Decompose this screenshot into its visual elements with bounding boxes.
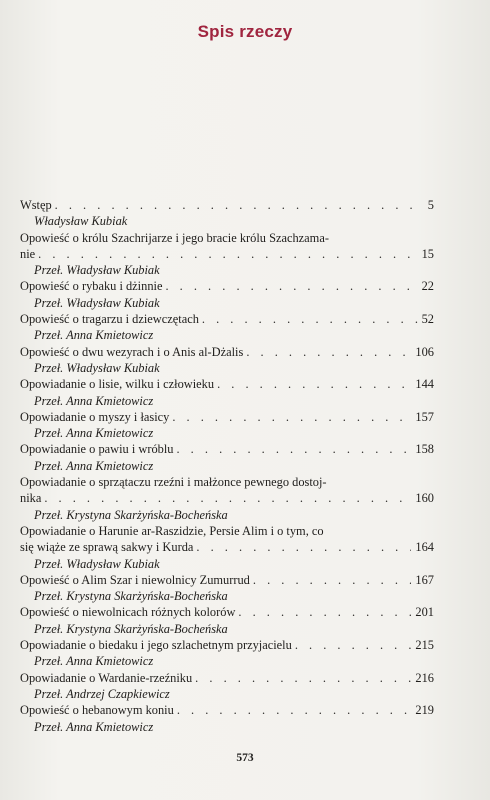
toc-entry-line xyxy=(20,344,434,360)
entry-title: Opowiadanie o lisie, wilku i człowieku xyxy=(20,377,215,392)
entry-title: się wiąże ze sprawą sakwy i Kurda xyxy=(20,540,194,555)
dot-leader xyxy=(169,409,411,425)
dot-leader xyxy=(235,604,411,620)
entry-page-number: 52 xyxy=(421,312,434,327)
entry-page-number: 215 xyxy=(415,638,434,653)
toc-entry-line xyxy=(20,670,434,686)
entry-translator: Władysław Kubiak xyxy=(34,214,128,229)
entry-title: Opowiadanie o myszy i łasicy xyxy=(20,409,170,424)
entry-page-number: 164 xyxy=(415,540,434,555)
toc-entry-line xyxy=(20,572,434,588)
entry-title: Opowiadanie o sprzątaczu rzeźni i małżonce pewnego dostoj- xyxy=(20,475,327,490)
toc-entry xyxy=(20,604,434,637)
dot-leader xyxy=(41,490,411,506)
dot-leader xyxy=(192,670,411,686)
dot-leader xyxy=(250,572,412,588)
entry-page-number: 216 xyxy=(415,670,434,685)
entry-title: Opowiadanie o Harunie ar-Raszidzie, Persie Alim i o tym, co xyxy=(20,523,324,538)
entry-title: Opowiadanie o pawiu i wróblu xyxy=(20,442,174,457)
toc-entry-line xyxy=(20,474,434,490)
entry-page-number: 15 xyxy=(421,246,434,261)
dot-leader xyxy=(174,702,412,718)
toc-entry xyxy=(20,702,434,735)
entry-title: Opowieść o rybaku i dżinnie xyxy=(20,279,163,294)
entry-translator: Przeł. Władysław Kubiak xyxy=(34,263,160,278)
entry-title: Opowieść o niewolnicach różnych kolorów xyxy=(20,605,236,620)
entry-translator: Przeł. Władysław Kubiak xyxy=(34,295,160,310)
dot-leader xyxy=(162,278,417,294)
entry-translator: Przeł. Anna Kmietowicz xyxy=(34,719,154,734)
entry-title: Opowieść o hebanowym koniu xyxy=(20,703,174,718)
dot-leader xyxy=(52,197,424,213)
toc-entry xyxy=(20,278,434,311)
dot-leader xyxy=(199,311,418,327)
entry-translator: Przeł. Anna Kmietowicz xyxy=(34,458,154,473)
toc-entry-line xyxy=(20,604,434,620)
entry-translator: Przeł. Krystyna Skarżyńska-Bocheńska xyxy=(34,589,228,604)
entry-page-number: 201 xyxy=(415,605,434,620)
toc-entry-line xyxy=(20,311,434,327)
entry-title: Opowiadanie o biedaku i jego szlachetnym przyjacielu xyxy=(20,638,292,653)
entry-title: Opowieść o królu Szachrijarze i jego bracie królu Szachzama- xyxy=(20,230,329,245)
toc-entry xyxy=(20,409,434,442)
entry-title: Opowieść o tragarzu i dziewczętach xyxy=(20,312,199,327)
toc-entry xyxy=(20,197,434,230)
entry-page-number: 144 xyxy=(415,377,434,392)
dot-leader xyxy=(35,246,417,262)
toc-entry-line xyxy=(20,278,434,294)
entry-translator: Przeł. Krystyna Skarżyńska-Bocheńska xyxy=(34,621,228,636)
dot-leader xyxy=(243,344,411,360)
entry-title: Opowiadanie o Wardanie-rzeźniku xyxy=(20,670,193,685)
entry-translator: Przeł. Anna Kmietowicz xyxy=(34,426,154,441)
entry-translator: Przeł. Krystyna Skarżyńska-Bocheńska xyxy=(34,507,228,522)
toc-entry-line xyxy=(20,409,434,425)
entry-translator: Przeł. Władysław Kubiak xyxy=(34,360,160,375)
toc-entry xyxy=(20,637,434,670)
entry-title: Opowieść o Alim Szar i niewolnicy Zumurrud xyxy=(20,572,250,587)
entry-translator: Przeł. Władysław Kubiak xyxy=(34,556,160,571)
entry-page-number: 219 xyxy=(415,703,434,718)
entry-translator: Przeł. Anna Kmietowicz xyxy=(34,393,154,408)
toc-entry xyxy=(20,344,434,377)
toc-entry-line xyxy=(20,246,434,262)
entry-page-number: 5 xyxy=(427,198,434,212)
entry-translator: Przeł. Anna Kmietowicz xyxy=(34,328,154,343)
entry-title: Wstęp xyxy=(20,198,52,212)
toc-entry xyxy=(20,441,434,474)
toc-entry-line xyxy=(20,197,434,213)
page-title: Spis rzeczy xyxy=(197,22,293,41)
toc-entry xyxy=(20,572,434,605)
page-number: 573 xyxy=(236,752,254,764)
dot-leader xyxy=(193,539,411,555)
entry-title: nie xyxy=(20,246,36,261)
toc-entry xyxy=(20,376,434,409)
toc-entry xyxy=(20,474,434,523)
toc-entry xyxy=(20,311,434,344)
toc-entry-line xyxy=(20,702,434,718)
toc-entry xyxy=(20,670,434,703)
entry-page-number: 160 xyxy=(415,491,434,506)
entry-page-number: 167 xyxy=(415,572,434,587)
toc-entry-line xyxy=(20,637,434,653)
entry-page-number: 106 xyxy=(415,344,434,359)
toc-entry-line xyxy=(20,441,434,457)
entry-page-number: 158 xyxy=(415,442,434,457)
dot-leader xyxy=(173,441,411,457)
toc-entry-line xyxy=(20,230,434,246)
toc-entry-line xyxy=(20,376,434,392)
entry-page-number: 157 xyxy=(415,409,434,424)
entry-title: nika xyxy=(20,491,42,506)
entry-translator: Przeł. Anna Kmietowicz xyxy=(34,654,154,669)
entry-page-number: 22 xyxy=(421,279,434,294)
toc-entry xyxy=(20,230,434,279)
toc-entry-line xyxy=(20,490,434,506)
dot-leader xyxy=(292,637,412,653)
toc-entry xyxy=(20,523,434,572)
dot-leader xyxy=(214,376,411,392)
entry-translator: Przeł. Andrzej Czapkiewicz xyxy=(34,686,170,701)
toc-entry-line xyxy=(20,523,434,539)
table-of-contents xyxy=(20,197,434,735)
toc-entry-line xyxy=(20,539,434,555)
entry-title: Opowieść o dwu wezyrach i o Anis al-Dżalis xyxy=(20,344,244,359)
